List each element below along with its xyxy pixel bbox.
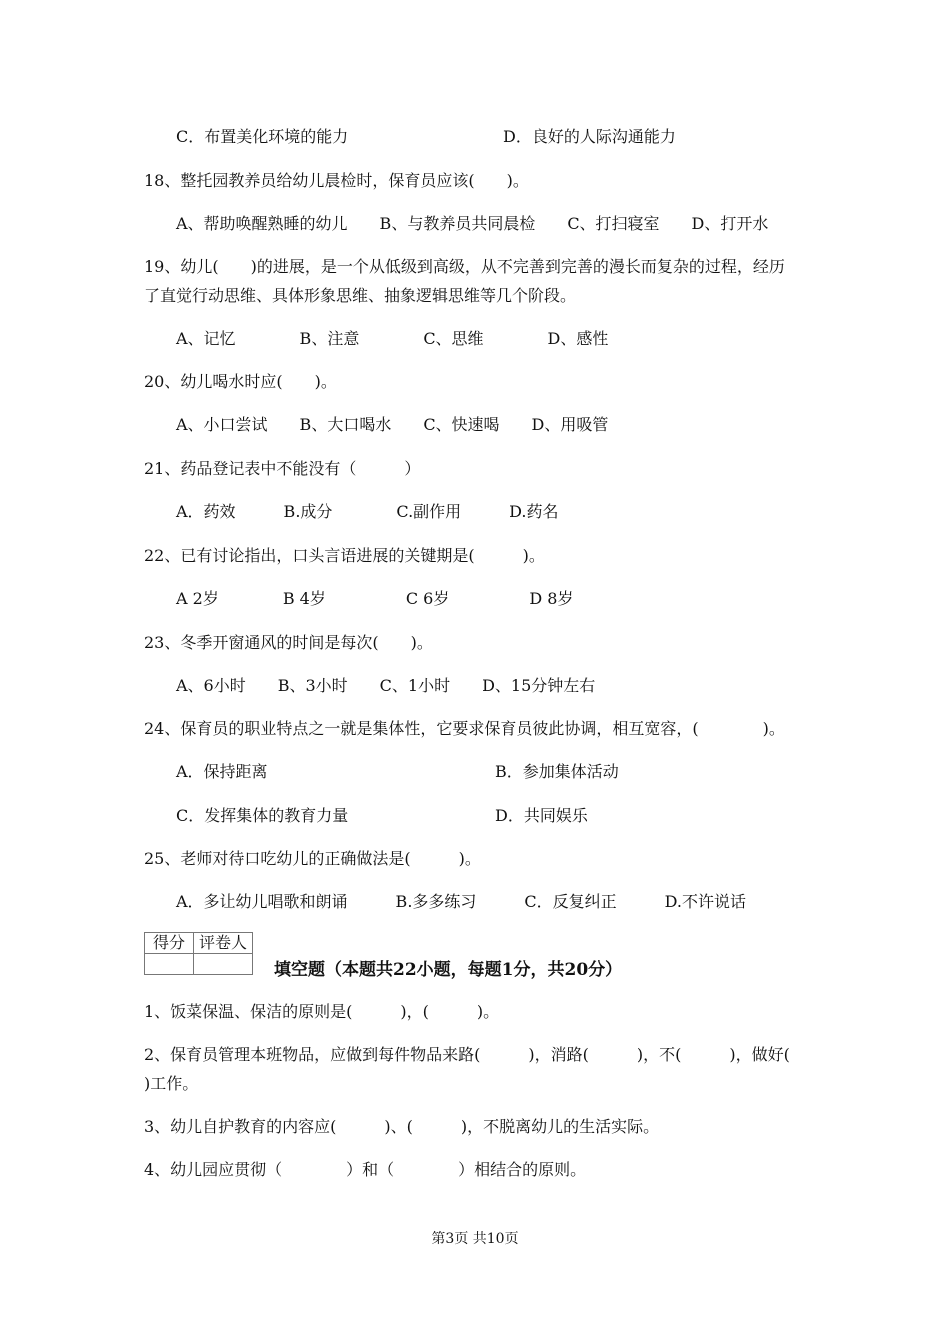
fill-question-2-line2: )工作。 (144, 1074, 199, 1093)
option-24-b: B．参加集体活动 (495, 762, 619, 781)
option-24-c: C．发挥集体的教育力量 (176, 806, 349, 825)
option-17-d: D．良好的人际沟通能力 (503, 127, 676, 146)
option-24-a: A．保持距离 (176, 762, 268, 781)
options-20: A、小口尝试 B、大口喝水 C、快速喝 D、用吸管 (176, 415, 609, 434)
question-23: 23、冬季开窗通风的时间是每次( )。 (144, 633, 433, 652)
options-18: A、帮助唤醒熟睡的幼儿 B、与教养员共同晨检 C、打扫寝室 D、打开水 (176, 214, 769, 233)
question-25: 25、老师对待口吃幼儿的正确做法是( )。 (144, 849, 481, 868)
fill-question-1: 1、饭菜保温、保洁的原则是( )，( )。 (144, 1002, 500, 1021)
section-title: 填空题（本题共22小题，每题1分，共20分） (274, 960, 623, 980)
options-25: A．多让幼儿唱歌和朗诵 B.多多练习 C．反复纠正 D.不许说话 (176, 892, 746, 911)
page-footer: 第3页 共10页 (431, 1231, 519, 1247)
options-23: A、6小时 B、3小时 C、1小时 D、15分钟左右 (176, 676, 596, 695)
grader-label: 评卷人 (194, 933, 253, 954)
grader-cell (194, 954, 253, 975)
options-22: A 2岁 B 4岁 C 6岁 D 8岁 (176, 589, 574, 608)
question-19-line1: 19、幼儿( )的进展，是一个从低级到高级，从不完善到完善的漫长而复杂的过程，经历 (144, 257, 785, 276)
options-19: A、记忆 B、注意 C、思维 D、感性 (176, 329, 609, 348)
fill-question-4: 4、幼儿园应贯彻（ ）和（ ）相结合的原则。 (144, 1160, 587, 1179)
score-label: 得分 (145, 933, 194, 954)
question-18: 18、整托园教养员给幼儿晨检时，保育员应该( )。 (144, 171, 529, 190)
options-21: A．药效 B.成分 C.副作用 D.药名 (176, 502, 559, 521)
score-cell (145, 954, 194, 975)
question-19-line2: 了直觉行动思维、具体形象思维、抽象逻辑思维等几个阶段。 (144, 286, 577, 305)
score-table (144, 932, 253, 975)
question-24: 24、保育员的职业特点之一就是集体性，它要求保育员彼此协调，相互宽容，( )。 (144, 719, 785, 738)
fill-question-3: 3、幼儿自护教育的内容应( )、( )，不脱离幼儿的生活实际。 (144, 1117, 660, 1136)
option-17-c: C．布置美化环境的能力 (176, 127, 349, 146)
fill-question-2-line1: 2、保育员管理本班物品，应做到每件物品来路( )，消路( )，不( )，做好( (144, 1045, 790, 1064)
question-20: 20、幼儿喝水时应( )。 (144, 372, 337, 391)
question-21: 21、药品登记表中不能没有（ ） (144, 459, 421, 478)
option-24-d: D．共同娱乐 (495, 806, 588, 825)
question-22: 22、已有讨论指出，口头言语进展的关键期是( )。 (144, 546, 545, 565)
